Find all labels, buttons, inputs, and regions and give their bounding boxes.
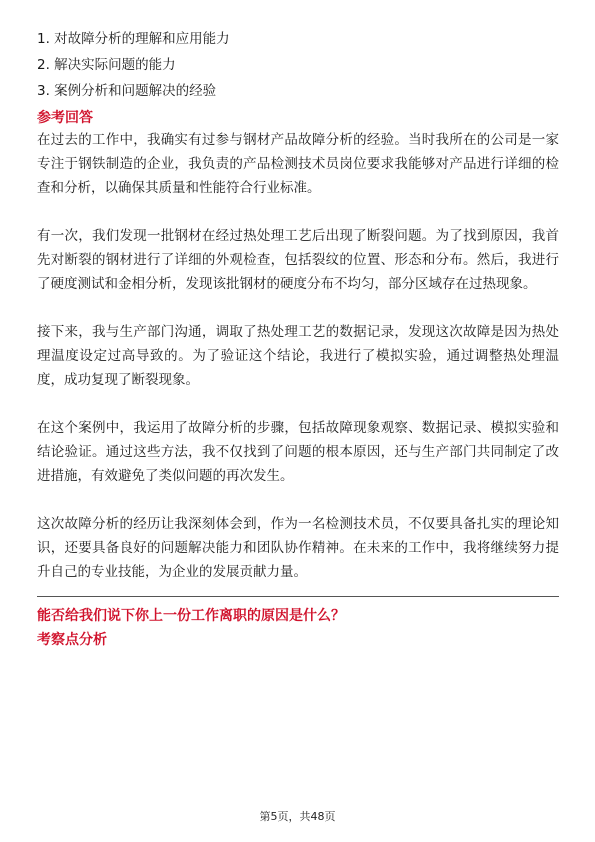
analysis-heading: 考察点分析 xyxy=(37,632,107,648)
document-page xyxy=(37,30,559,650)
answer-paragraph: 这次故障分析的经历让我深刻体会到，作为一名检测技术员，不仅要具备扎实的理论知识，还要具备良好的问题解决能力和团队协作精神。在未来的工作中，我将继续努力提升自己的专业技能，为企业的发展贡献力量。 xyxy=(37,516,559,580)
answer-paragraph: 有一次，我们发现一批钢材在经过热处理工艺后出现了断裂问题。为了找到原因，我首先对断裂的钢材进行了详细的外观检查，包括裂纹的位置、形态和分布。然后，我进行了硬度测试和金相分析，发现该批钢材的硬度分布不均匀，部分区域存在过热现象。 xyxy=(37,228,559,292)
next-question-heading: 能否给我们说下你上一份工作离职的原因是什么？ xyxy=(37,608,345,624)
list-item: 3. 案例分析和问题解决的经验 xyxy=(37,83,217,99)
answer-paragraph: 在过去的工作中，我确实有过参与钢材产品故障分析的经验。当时我所在的公司是一家专注于钢铁制造的企业，我负责的产品检测技术员岗位要求我能够对产品进行详细的检查和分析，以确保其质量和性能符合行业标准。 xyxy=(37,132,559,196)
answer-paragraph: 在这个案例中，我运用了故障分析的步骤，包括故障现象观察、数据记录、模拟实验和结论验证。通过这些方法，我不仅找到了问题的根本原因，还与生产部门共同制定了改进措施，有效避免了类似问题的再次发生。 xyxy=(37,420,559,484)
reference-answer-heading: 参考回答 xyxy=(37,110,93,126)
list-item: 2. 解决实际问题的能力 xyxy=(37,57,176,73)
section-divider xyxy=(37,596,559,597)
list-item: 1. 对故障分析的理解和应用能力 xyxy=(37,31,230,47)
answer-paragraph: 接下来，我与生产部门沟通，调取了热处理工艺的数据记录，发现这次故障是因为热处理温度设定过高导致的。为了验证这个结论，我进行了模拟实验，通过调整热处理温度，成功复现了断裂现象。 xyxy=(37,324,559,388)
page-number: 第5页，共48页 xyxy=(259,810,336,823)
